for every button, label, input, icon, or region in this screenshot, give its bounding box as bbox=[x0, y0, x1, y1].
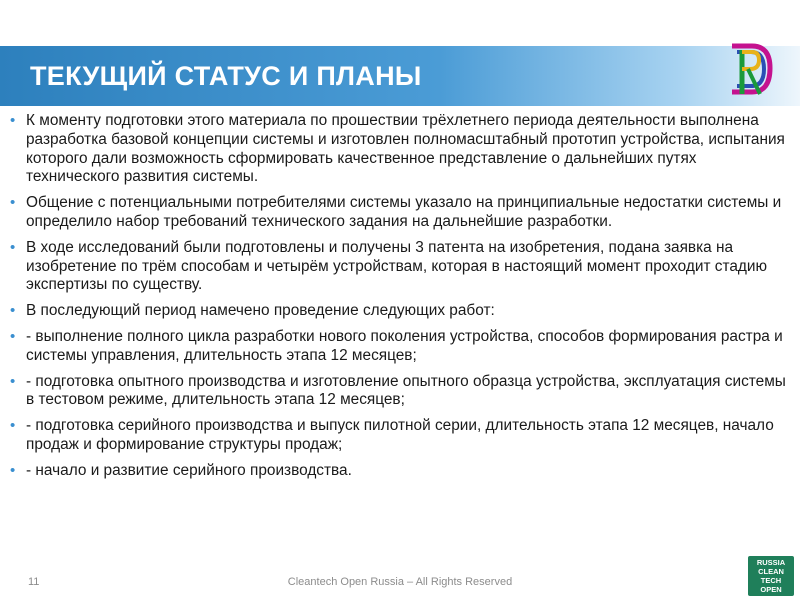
list-item: • - подготовка опытного производства и изготовление опытного образца устройства, эксплуатация системы в тестовом режиме, длительность этапа 12 месяцев; bbox=[10, 372, 786, 409]
page-number: 11 bbox=[28, 576, 40, 588]
footer-copyright: Cleantech Open Russia – All Rights Reserved bbox=[287, 576, 513, 588]
badge-line: RUSSIA bbox=[756, 558, 786, 567]
bullet-dot-icon: • bbox=[10, 417, 16, 435]
bullet-list bbox=[8, 112, 794, 488]
bullet-dot-icon: • bbox=[10, 372, 16, 390]
list-item: • В ходе исследований были подготовлены и получены 3 патента на изобретения, подана заявка на изобретение по трём способам и четырём устройствам, которая в настоящий момент проходит стадию экспертизы по существу. bbox=[10, 238, 768, 294]
rd-logo-icon bbox=[726, 42, 774, 98]
bullet-dot-icon: • bbox=[10, 302, 16, 320]
list-item: • - подготовка серийного производства и выпуск пилотной серии, длительность этапа 12 месяцев, начало продаж и формирование структуры продаж; bbox=[10, 417, 774, 453]
list-item: • В последующий период намечено проведение следующих работ: bbox=[10, 302, 495, 320]
badge-line: OPEN bbox=[760, 585, 782, 594]
bullet-dot-icon: • bbox=[10, 461, 16, 479]
badge-line: TECH bbox=[760, 576, 782, 585]
list-item: • - начало и развитие серийного производства. bbox=[10, 461, 352, 479]
list-item: • - выполнение полного цикла разработки нового поколения устройства, способов формирования растра и системы управления, длительность этапа 12 месяцев; bbox=[10, 327, 783, 364]
list-item: • К моменту подготовки этого материала по прошествии трёхлетнего периода деятельности выполнена разработка базовой концепции системы и изготовлен полномасштабный прототип устройства, испытания которого дали возможность сформировать качественное представление о дальнейших путях технического развития системы. bbox=[10, 112, 785, 186]
list-item: • Общение с потенциальными потребителями системы указало на принципиальные недостатки системы и определило набор требований технического задания на дальнейшие разработки. bbox=[10, 194, 782, 230]
bullet-dot-icon: • bbox=[10, 238, 16, 256]
slide-title: ТЕКУЩИЙ СТАТУС И ПЛАНЫ bbox=[30, 61, 422, 91]
bullet-dot-icon: • bbox=[10, 194, 16, 212]
bullet-dot-icon: • bbox=[10, 327, 16, 345]
cleantech-badge-logo bbox=[748, 556, 794, 596]
bullet-dot-icon: • bbox=[10, 112, 16, 129]
badge-line: CLEAN bbox=[758, 567, 784, 576]
